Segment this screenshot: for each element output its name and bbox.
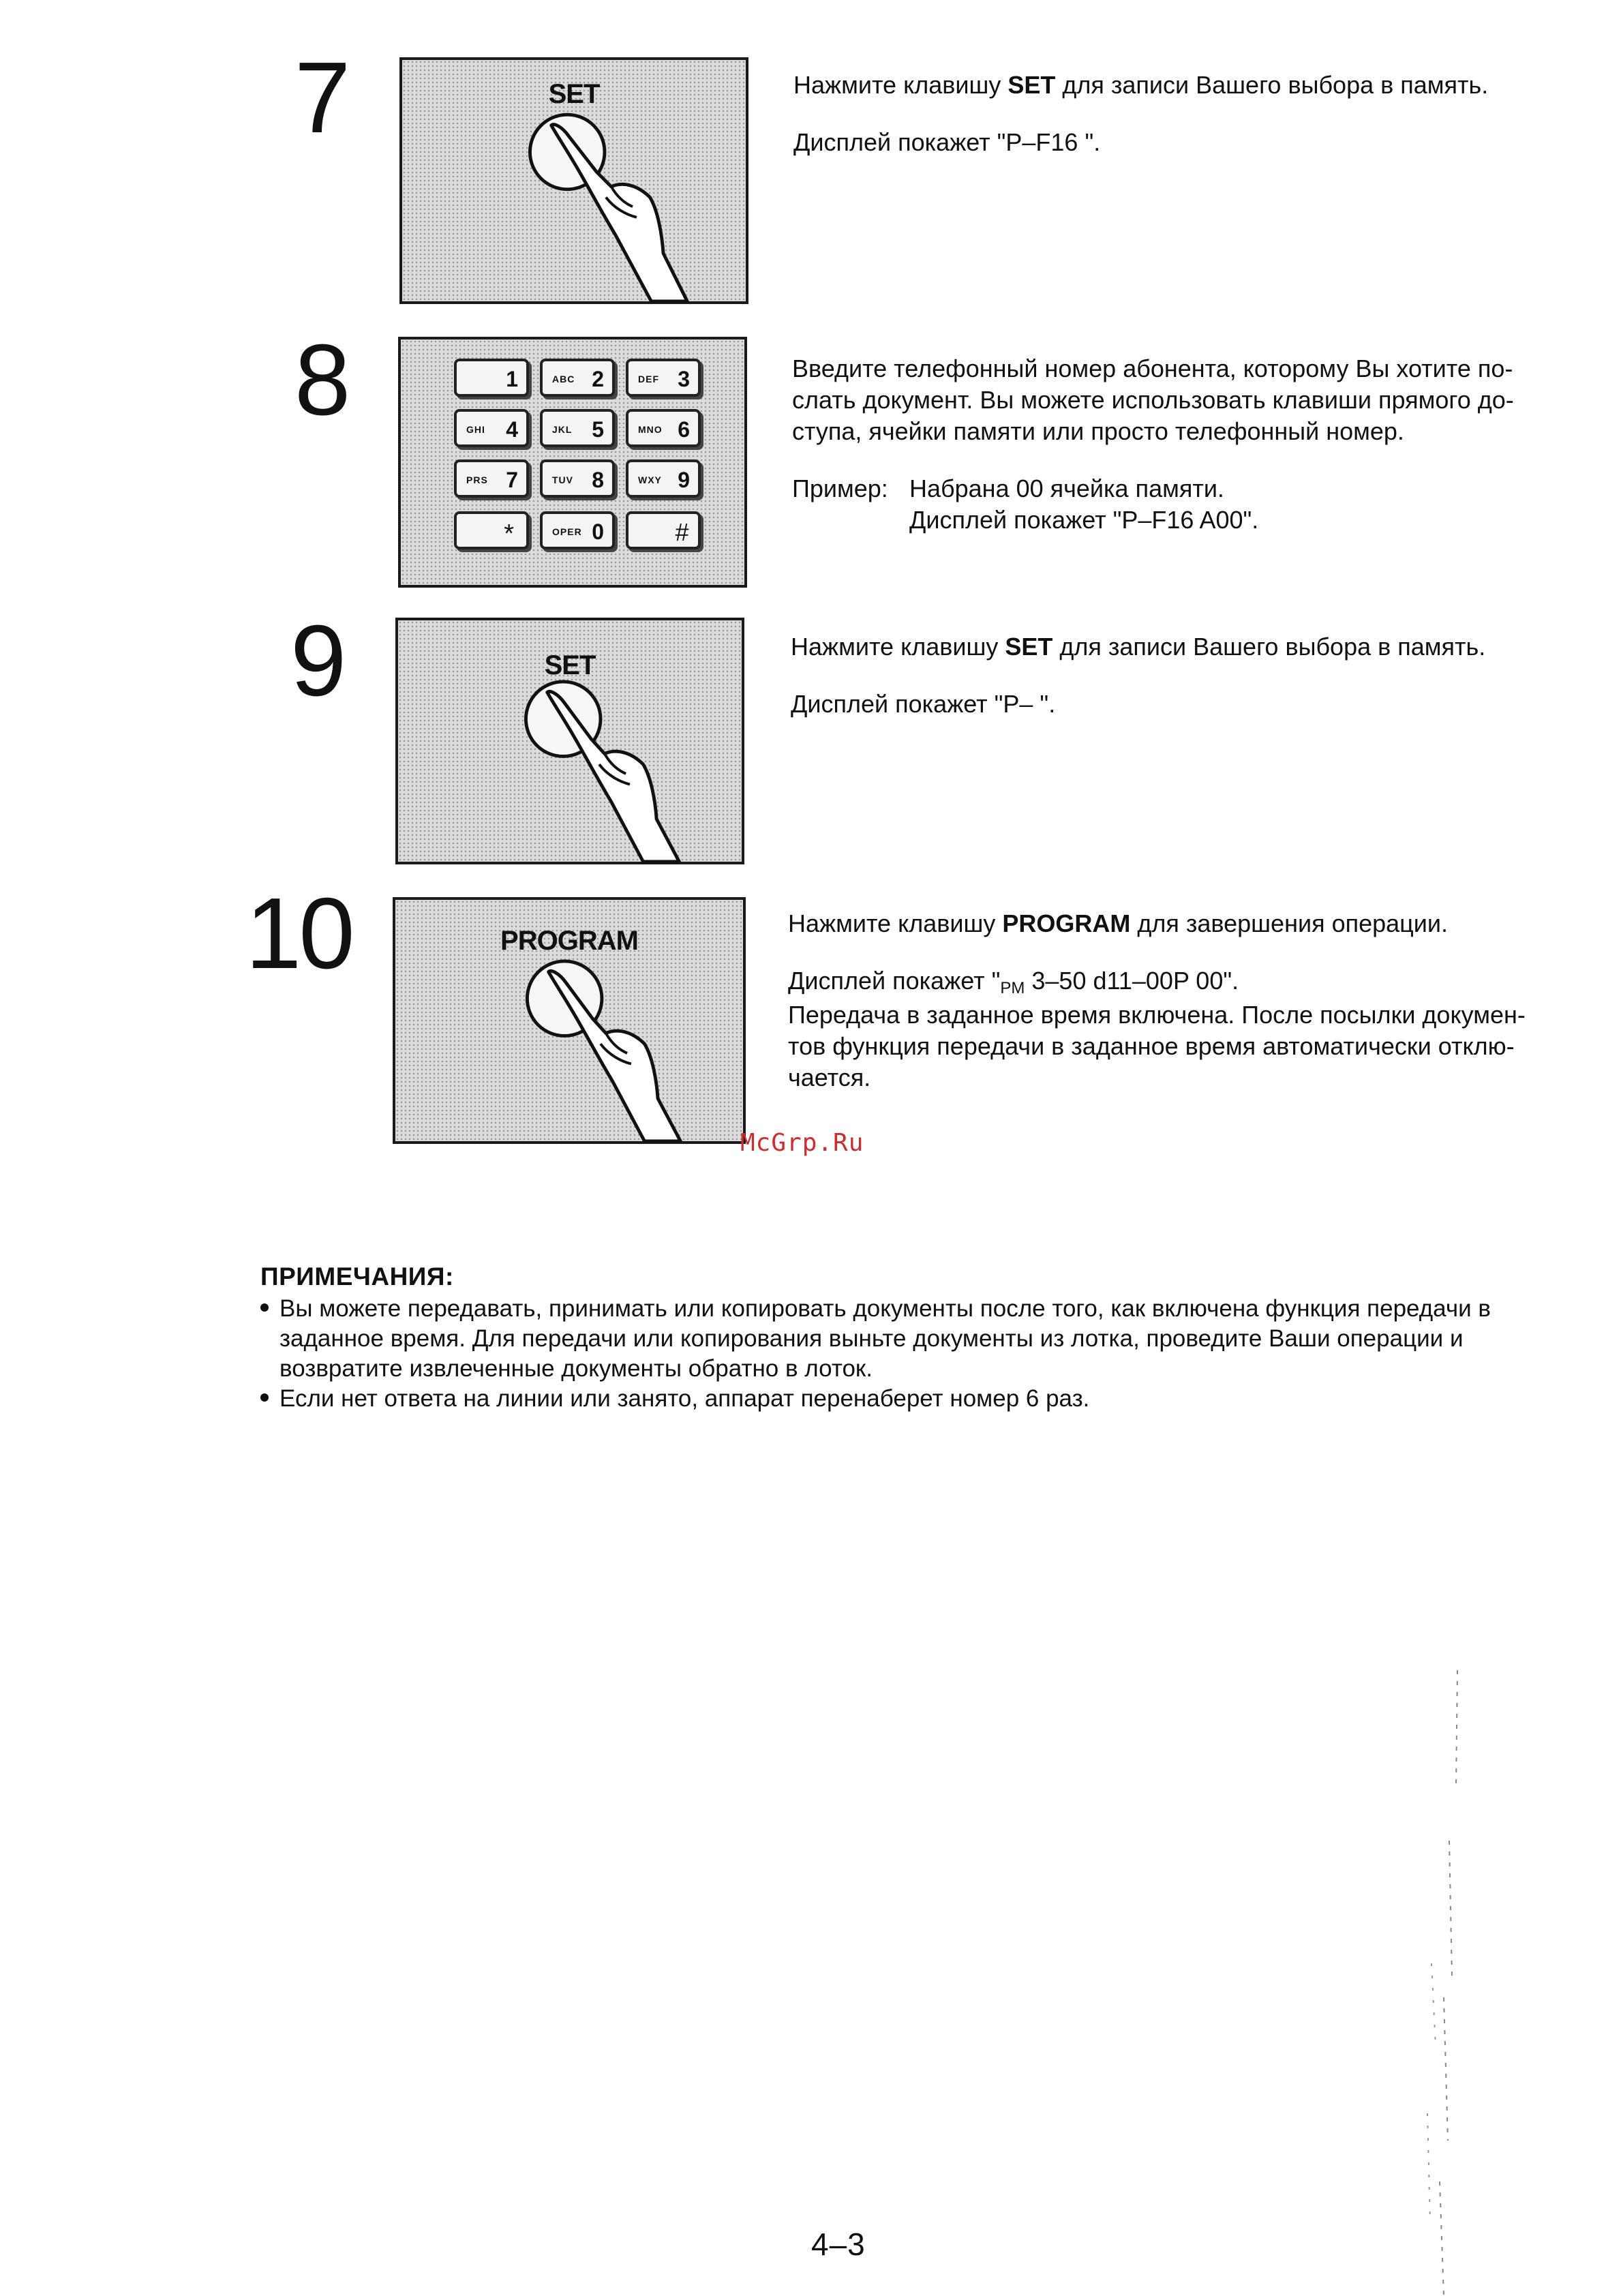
keypad-key-digit: 1 bbox=[506, 367, 518, 391]
finger-press-icon bbox=[402, 60, 746, 301]
keypad-key bbox=[454, 359, 529, 397]
example-line-1: Набрана 00 ячейка памяти. bbox=[909, 474, 1224, 503]
keypad-key bbox=[540, 459, 615, 498]
step-7-instruction: Нажмите клавишу SET для записи Вашего выбора в память. bbox=[793, 71, 1489, 99]
keypad-key bbox=[540, 359, 615, 397]
keypad bbox=[401, 339, 744, 585]
keypad-key bbox=[626, 459, 701, 498]
keypad-key-digit: 0 bbox=[592, 519, 604, 544]
example-line-2: Дисплей покажет "P–F16 A00". bbox=[909, 506, 1259, 534]
note-item: Вы можете передавать, принимать или копировать документы после того, как включена функция передачи в заданное время. Для передачи или копирования выньте документы из лотка, проведите Ваши операции и возвратите извлеченные документы обратно в лоток. bbox=[258, 1294, 1573, 1384]
step-8-instruction-line: слать документ. Вы можете использовать клавиши прямого до- bbox=[792, 386, 1514, 414]
set-key-label: SET bbox=[548, 79, 600, 109]
keypad-key-letters: DEF bbox=[638, 374, 659, 384]
step-number-8: 8 bbox=[294, 324, 348, 436]
keypad-key-digit: # bbox=[674, 518, 688, 546]
keypad-key bbox=[626, 511, 701, 549]
keypad-key-letters: GHI bbox=[466, 424, 485, 435]
step-7-illustration bbox=[399, 57, 748, 304]
keypad-key-digit: * bbox=[504, 519, 514, 548]
step-10-extra-line: тов функция передачи в заданное время автоматически отклю- bbox=[788, 1031, 1515, 1060]
keypad-key-digit: 4 bbox=[506, 417, 518, 442]
step-8-example bbox=[792, 473, 1583, 536]
keypad-key-letters: TUV bbox=[552, 474, 573, 485]
keypad-key-digit: 7 bbox=[506, 468, 518, 492]
step-number-10: 10 bbox=[245, 877, 352, 990]
step-9-illustration bbox=[395, 618, 744, 864]
step-9-display: Дисплей покажет "P– ". bbox=[791, 690, 1056, 719]
finger-press-icon bbox=[395, 900, 743, 1141]
notes-list bbox=[258, 1294, 1573, 1414]
keypad-key-digit: 5 bbox=[592, 417, 604, 442]
example-label: Пример: bbox=[792, 474, 888, 503]
keypad-key-digit: 2 bbox=[592, 367, 604, 391]
step-8-text bbox=[792, 353, 1583, 536]
keypad-key-digit: 8 bbox=[592, 468, 604, 492]
keypad-key-letters: WXY bbox=[638, 474, 662, 485]
keypad-key bbox=[454, 459, 529, 498]
keypad-key bbox=[626, 409, 701, 447]
step-8-instruction-line: ступа, ячейки памяти или просто телефонный номер. bbox=[792, 417, 1404, 446]
program-key-label: PROGRAM bbox=[500, 926, 638, 956]
step-9-instruction: Нажмите клавишу SET для записи Вашего выбора в память. bbox=[791, 633, 1486, 661]
set-key-label: SET bbox=[544, 650, 596, 680]
step-10-extra-line: Передача в заданное время включена. После посылки докумен- bbox=[788, 1000, 1526, 1029]
step-10-instruction: Нажмите клавишу PROGRAM для завершения операции. bbox=[788, 909, 1448, 937]
step-8-instruction-line: Введите телефонный номер абонента, которому Вы хотите по- bbox=[792, 354, 1513, 382]
step-number-7: 7 bbox=[294, 42, 348, 154]
keypad-key-letters: ABC bbox=[552, 374, 575, 384]
keypad-key-letters: PRS bbox=[466, 474, 488, 485]
note-item: Если нет ответа на линии или занято, аппарат перенаберет номер 6 раз. bbox=[258, 1384, 1573, 1414]
keypad-key bbox=[540, 511, 615, 549]
step-10-display: Дисплей покажет "$_{PM}$ 3–50 d11–00P 00". bbox=[788, 967, 1239, 998]
watermark: McGrp.Ru bbox=[740, 1129, 864, 1157]
keypad-key-digit: 9 bbox=[678, 468, 690, 492]
keypad-key-letters: MNO bbox=[638, 424, 663, 435]
keypad-key-letters: JKL bbox=[552, 424, 573, 435]
step-7-display: Дисплей покажет "P–F16 ". bbox=[793, 128, 1101, 157]
step-10-text bbox=[788, 908, 1586, 1093]
step-number-9: 9 bbox=[290, 605, 344, 717]
step-10-extra-line: чается. bbox=[788, 1063, 871, 1091]
keypad-key bbox=[454, 511, 529, 549]
finger-press-icon bbox=[398, 620, 742, 862]
step-10-illustration bbox=[393, 897, 746, 1144]
keypad-key-letters: OPER bbox=[552, 526, 582, 537]
keypad-key bbox=[454, 409, 529, 447]
notes-title: ПРИМЕЧАНИЯ: bbox=[260, 1263, 454, 1290]
step-9-text bbox=[791, 631, 1581, 720]
keypad-key-digit: 6 bbox=[678, 417, 690, 442]
step-8-keypad-illustration bbox=[398, 337, 747, 588]
page-number: 4–3 bbox=[811, 2226, 866, 2262]
step-7-text bbox=[793, 70, 1584, 158]
keypad-key-digit: 3 bbox=[678, 367, 690, 391]
keypad-key bbox=[540, 409, 615, 447]
keypad-key bbox=[626, 359, 701, 397]
